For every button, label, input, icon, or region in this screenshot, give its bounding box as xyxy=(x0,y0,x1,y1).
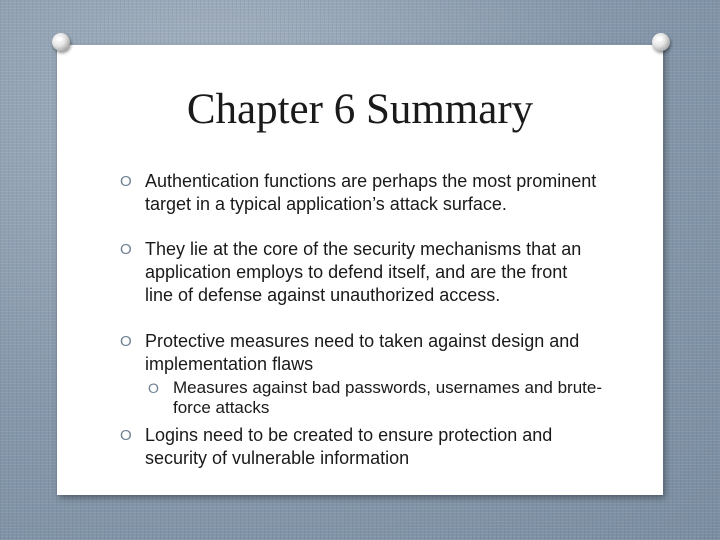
pushpin-icon xyxy=(652,33,670,51)
bullet-text: Logins need to be created to ensure protection and security of vulnerable information xyxy=(145,425,553,468)
slide-title: Chapter 6 Summary xyxy=(186,86,534,133)
bullet-text: Measures against bad passwords, usernames and brute-force attacks xyxy=(173,378,603,417)
bullet-marker-icon: O xyxy=(120,427,132,444)
bullet-marker-icon: O xyxy=(120,333,132,350)
bullet-text: Authentication functions are perhaps the most prominent target in a typical application’s attack surface. xyxy=(145,171,597,214)
bullet-text: Protective measures need to taken against design and implementation flaws xyxy=(145,331,580,374)
pushpin-icon xyxy=(52,33,70,51)
bullet-marker-icon: O xyxy=(148,380,159,396)
bullet-marker-icon: O xyxy=(120,241,132,258)
bullet-marker-icon: O xyxy=(120,173,132,190)
bullet-text: They lie at the core of the security mechanisms that an application employs to defend itself, and are the front line of defense against unauthorized access. xyxy=(145,239,582,305)
